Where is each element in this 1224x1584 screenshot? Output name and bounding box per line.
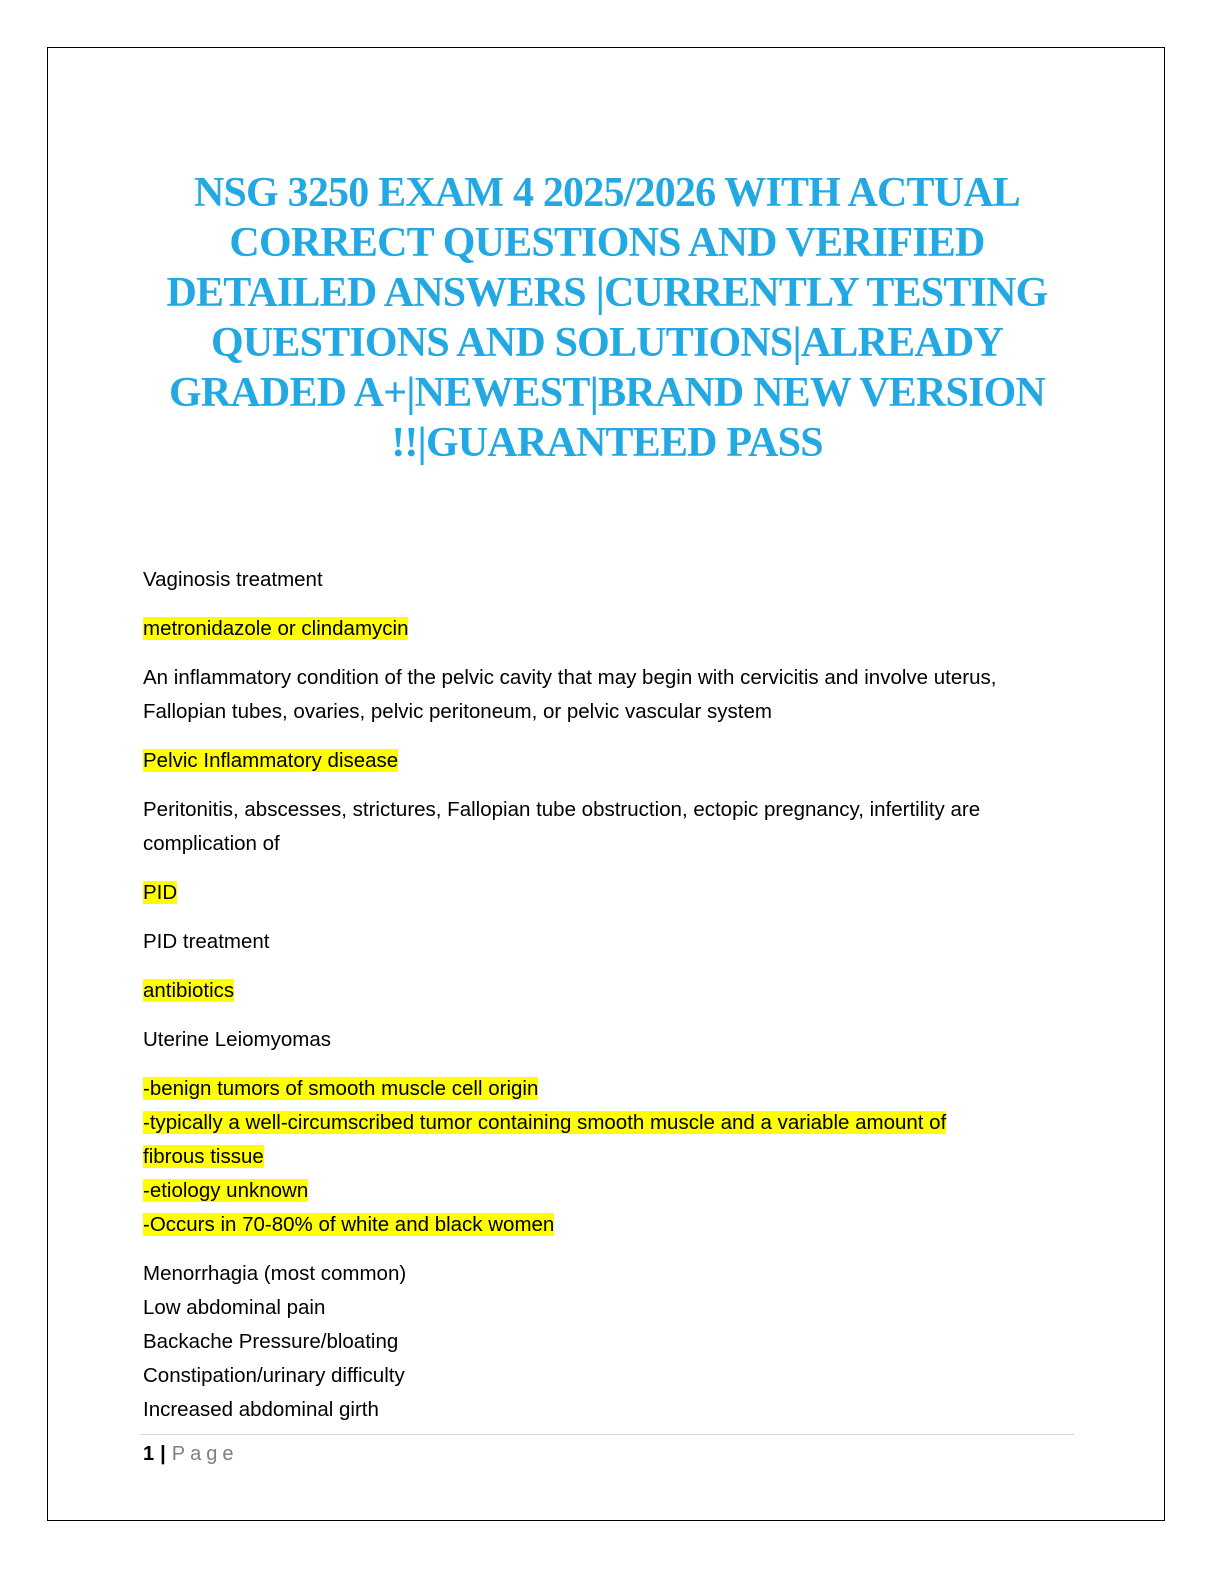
title-line: CORRECT QUESTIONS AND VERIFIED — [229, 220, 985, 266]
question — [143, 1023, 1083, 1057]
answer-line: antibiotics — [143, 979, 235, 1002]
page-number: 1 — [143, 1443, 155, 1465]
footer-separator: | — [160, 1443, 166, 1465]
document-body — [143, 563, 1083, 1442]
symptom-list — [143, 1257, 1083, 1427]
page-footer — [143, 1440, 238, 1468]
answer — [143, 612, 1083, 646]
question-line: Fallopian tubes, ovaries, pelvic peritoneum, or pelvic vascular system — [143, 700, 772, 723]
title-line: DETAILED ANSWERS |CURRENTLY TESTING — [166, 270, 1048, 316]
symptom-line: Low abdominal pain — [143, 1296, 326, 1319]
question — [143, 563, 1083, 597]
answer-line: Pelvic Inflammatory disease — [143, 749, 399, 772]
question-line: Uterine Leiomyomas — [143, 1028, 331, 1051]
answer-line: -typically a well-circumscribed tumor containing smooth muscle and a variable amount of — [143, 1111, 947, 1134]
answer-line: PID — [143, 881, 178, 904]
title-line: NSG 3250 EXAM 4 2025/2026 WITH ACTUAL — [193, 170, 1021, 216]
answer — [143, 974, 1083, 1008]
answer-line: fibrous tissue — [143, 1145, 264, 1168]
question-line: An inflammatory condition of the pelvic cavity that may begin with cervicitis and involve uterus, — [143, 666, 997, 689]
question-line: Vaginosis treatment — [143, 568, 323, 591]
document-title — [130, 168, 1084, 468]
page-label: Page — [171, 1443, 239, 1465]
symptom-line: Backache Pressure/bloating — [143, 1330, 399, 1353]
symptom-line: Increased abdominal girth — [143, 1398, 379, 1421]
question — [143, 925, 1083, 959]
footer-divider — [140, 1434, 1074, 1435]
answer-line: -benign tumors of smooth muscle cell origin — [143, 1077, 539, 1100]
question — [143, 661, 1083, 729]
title-line: GRADED A+|NEWEST|BRAND NEW VERSION — [168, 370, 1046, 416]
symptom-line: Menorrhagia (most common) — [143, 1262, 407, 1285]
title-line: !!|GUARANTEED PASS — [391, 420, 823, 466]
answer — [143, 876, 1083, 910]
answer-line: metronidazole or clindamycin — [143, 617, 409, 640]
question — [143, 793, 1083, 861]
answer-line: -etiology unknown — [143, 1179, 309, 1202]
title-line: QUESTIONS AND SOLUTIONS|ALREADY — [211, 320, 1003, 366]
question-line: complication of — [143, 832, 280, 855]
question-line: Peritonitis, abscesses, strictures, Fallopian tube obstruction, ectopic pregnancy, infertility are — [143, 798, 981, 821]
question-line: PID treatment — [143, 930, 270, 953]
answer-line: -Occurs in 70-80% of white and black women — [143, 1213, 555, 1236]
answer — [143, 1072, 1083, 1242]
answer — [143, 744, 1083, 778]
symptom-line: Constipation/urinary difficulty — [143, 1364, 405, 1387]
